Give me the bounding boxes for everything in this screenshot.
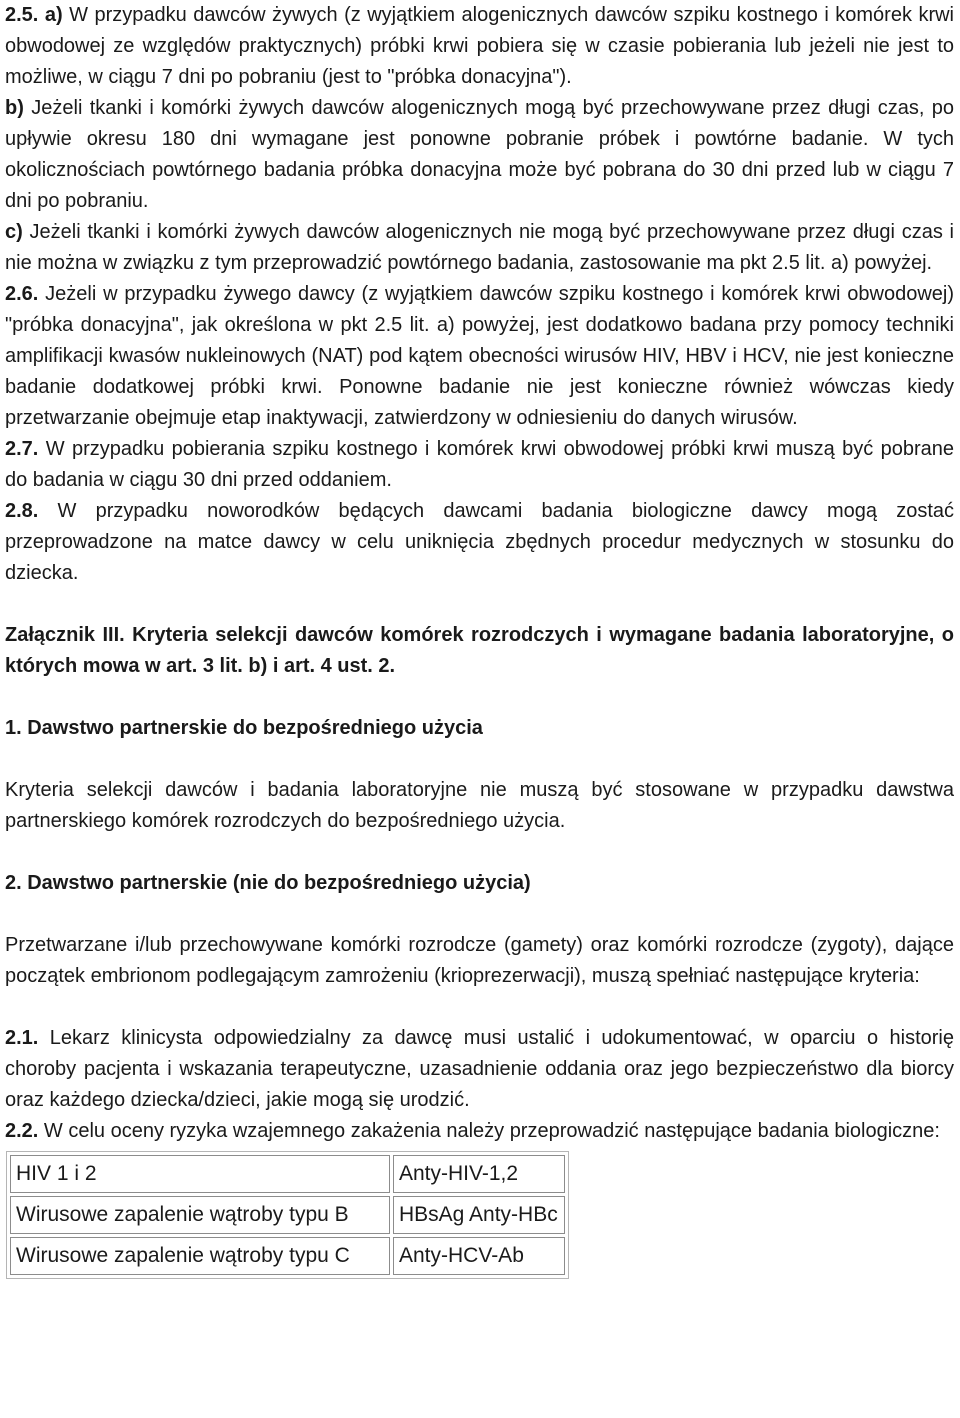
paragraph-text: W celu oceny ryzyka wzajemnego zakażenia należy przeprowadzić następujące badania biologiczne: (38, 1120, 940, 1142)
paragraph-text: W przypadku noworodków będących dawcami badania biologiczne dawcy mogą zostać przeprowadzone na matce dawcy w celu uniknięcia zbędnych procedur medycznych w stosunku do dziecka. (5, 500, 954, 584)
paragraph (5, 1116, 954, 1147)
test-cell: Anty-HIV-1,2 (393, 1155, 565, 1193)
paragraph (5, 1023, 954, 1116)
paragraph-number: 2.5. (5, 4, 39, 26)
paragraph-text: Jeżeli w przypadku żywego dawcy (z wyjątkiem dawców szpiku kostnego i komórek krwi obwodowej) "próbka donacyjna", jak określona w pkt 2.5 lit. a) powyżej, jest dodatkowo badana przy pomocy techniki amplifikacji kwasów nukleinowych (NAT) pod kątem obecności wirusów HIV, HBV i HCV, nie jest konieczne badanie dodatkowej próbki krwi. Ponowne badanie nie jest konieczne również wówczas kiedy przetwarzanie obejmuje etap inaktywacji, zatwierdzony w odniesieniu do danych wirusów. (5, 283, 954, 429)
test-cell: HBsAg Anty-HBc (393, 1196, 565, 1234)
paragraph (5, 217, 954, 279)
paragraph-text: 2. Dawstwo partnerskie (nie do bezpośredniego użycia) (5, 872, 531, 894)
paragraph-text: 1. Dawstwo partnerskie do bezpośredniego użycia (5, 717, 483, 739)
paragraph-spacer (5, 837, 954, 868)
paragraph-number: 2.8. (5, 500, 39, 522)
paragraph-spacer (5, 992, 954, 1023)
paragraph-spacer (5, 899, 954, 930)
paragraph (5, 496, 954, 589)
paragraph-text: W przypadku pobierania szpiku kostnego i komórek krwi obwodowej próbki krwi muszą być pobrane do badania w ciągu 30 dni przed oddaniem. (5, 438, 954, 491)
paragraph-number: 2.7. (5, 438, 39, 460)
table-row (10, 1155, 565, 1193)
biological-tests-table (6, 1151, 569, 1279)
paragraph-text: Jeżeli tkanki i komórki żywych dawców alogenicznych nie mogą być przechowywane przez długi czas i nie można w związku z tym przeprowadzić powtórnego badania, zastosowanie ma pkt 2.5 lit. a) powyżej. (5, 221, 954, 274)
paragraph (5, 930, 954, 992)
document-body (5, 0, 954, 1147)
paragraph-number: c) (5, 221, 23, 243)
disease-cell: Wirusowe zapalenie wątroby typu B (10, 1196, 390, 1234)
paragraph-text: Kryteria selekcji dawców i badania laboratoryjne nie muszą być stosowane w przypadku dawstwa partnerskiego komórek rozrodczych do bezpośredniego użycia. (5, 779, 954, 832)
test-cell: Anty-HCV-Ab (393, 1237, 565, 1275)
paragraph-text: Lekarz klinicysta odpowiedzialny za dawcę musi ustalić i udokumentować, w oparciu o historię choroby pacjenta i wskazania terapeutyczne, uzasadnienie oddania oraz jego bezpieczeństwo dla biorcy oraz każdego dziecka/dzieci, jakie mogą się urodzić. (5, 1027, 954, 1111)
paragraph (5, 0, 954, 93)
paragraph-text: W przypadku dawców żywych (z wyjątkiem alogenicznych dawców szpiku kostnego i komórek krwi obwodowej ze względów praktycznych) próbki krwi pobiera się w czasie pobierania lub jeżeli nie jest to możliwe, w ciągu 7 dni po pobraniu (jest to "próbka donacyjna"). (5, 4, 954, 88)
section-heading (5, 868, 954, 899)
paragraph (5, 93, 954, 217)
section-heading (5, 713, 954, 744)
tests-table-body (10, 1155, 565, 1275)
paragraph-number: 2.1. (5, 1027, 39, 1049)
paragraph-spacer (5, 589, 954, 620)
paragraph-number: 2.6. (5, 283, 39, 305)
paragraph (5, 434, 954, 496)
paragraph-spacer (5, 744, 954, 775)
paragraph-text: Załącznik III. Kryteria selekcji dawców komórek rozrodczych i wymagane badania laboratoryjne, o których mowa w art. 3 lit. b) i art. 4 ust. 2. (5, 624, 954, 677)
paragraph-text: Jeżeli tkanki i komórki żywych dawców alogenicznych mogą być przechowywane przez długi czas, po upływie okresu 180 dni wymagane jest ponowne pobranie próbek i powtórne badanie. W tych okolicznościach powtórnego badania próbka donacyjna może być pobrana do 30 dni przed lub w ciągu 7 dni po pobraniu. (5, 97, 954, 212)
paragraph-spacer (5, 682, 954, 713)
disease-cell: Wirusowe zapalenie wątroby typu C (10, 1237, 390, 1275)
section-heading (5, 620, 954, 682)
disease-cell: HIV 1 i 2 (10, 1155, 390, 1193)
paragraph-text: Przetwarzane i/lub przechowywane komórki rozrodcze (gamety) oraz komórki rozrodcze (zygoty), dające początek embrionom podlegającym zamrożeniu (krioprezerwacji), muszą spełniać następujące kryteria: (5, 934, 954, 987)
paragraph-letter: a) (38, 4, 63, 26)
paragraph (5, 279, 954, 434)
paragraph (5, 775, 954, 837)
table-row (10, 1196, 565, 1234)
paragraph-number: b) (5, 97, 24, 119)
table-row (10, 1237, 565, 1275)
paragraph-number: 2.2. (5, 1120, 39, 1142)
